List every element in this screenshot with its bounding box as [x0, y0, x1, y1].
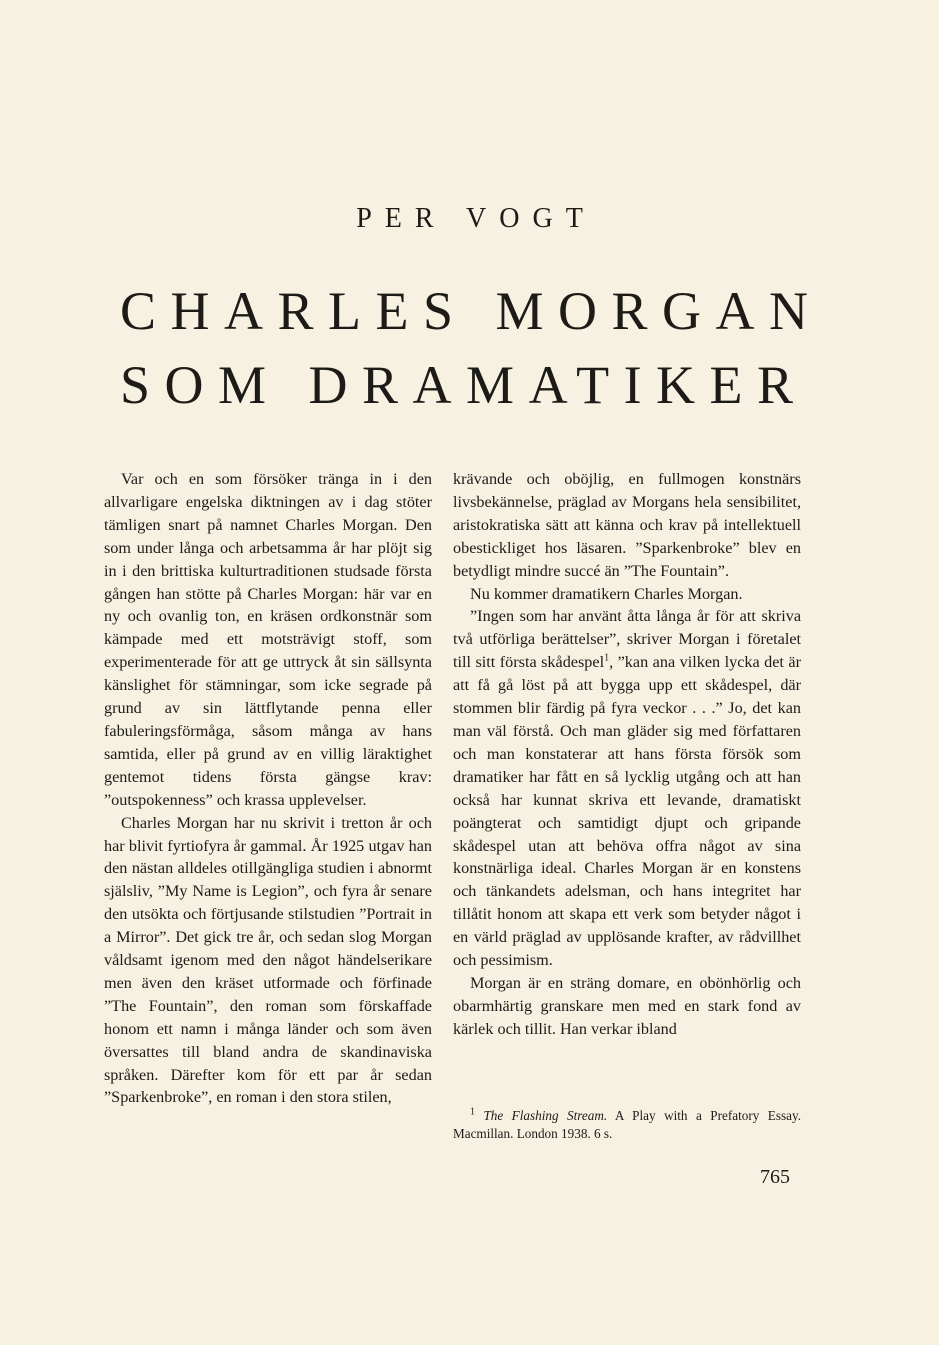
- article-title-line-2: SOM DRAMATIKER: [120, 355, 808, 415]
- footnote-work-title: The Flashing Stream.: [483, 1108, 608, 1123]
- paragraph: Morgan är en sträng domare, en obönhörlig och obarmhärtig granskare men med en stark fond av kärlek och tillit. Han verkar ibland: [453, 973, 801, 1038]
- paragraph: Charles Morgan har nu skrivit i tretton år och har blivit fyrtiofyra år gammal. År 1925 utgav han den nästan alldeles otillgängliga studien i abnormt själsliv, ”My Name is Legion”, och fyra år senare den utsökta och förtjusande stilstudien ”Portrait in a Mirror”. Det gick tre år, och sedan slog Morgan våldsamt igenom med den något händelserikare men även den kräset utformade och förfinade ”The Fountain”, den roman som förskaffade honom ett namn i många länder och som även översattes till bland andra de skandinaviska språken. Därefter kom för ett par år sedan ”Sparkenbroke”, en roman i den stora stilen,: [104, 813, 432, 1107]
- page-number: 765: [760, 1166, 790, 1188]
- right-column: [453, 468, 801, 1041]
- paragraph-text: ”Ingen som har använt åtta långa år för att skriva två utförliga berättelser”, skriver Morgan i företalet till sitt första skådespel: [453, 607, 801, 672]
- footnote-text: A Play with a Prefatory Essay. Macmillan. London 1938. 6 s.: [453, 1108, 801, 1141]
- paragraph: Var och en som försöker tränga in i den allvarligare engelska diktningen av i dag stöter tämligen snart på namnet Charles Morgan. Den som under långa och arbetsamma år har plöjt sig in i den brittiska kulturtraditionen studsade första gången han stötte på Charles Morgan: här var en ny och ovanlig ton, en kräsen ordkonstnär som kämpade med ett motsträvigt stoff, som experimenterade för att ge uttryck åt sin sällsynta känslighet för stämningar, som icke segrade på grund av sin lättflytande penna eller fabuleringsförmåga, såsom många av hans samtida, eller på grund av en villig läraktighet gentemot tidens första gängse krav: ”outspokenness” och krassa upplevelser.: [104, 470, 432, 809]
- paragraph-text: , ”kan ana vilken lycka det är att få gå löst på att bygga upp ett skådespel, där stommen blir färdig på fyra veckor . . .” Jo, det kan man väl förstå. Och man gläder sig med författaren och man konstaterar att hans första försök som dramatiker har fått en så lycklig utgång och att han också har kunnat skriva ett levande, dramatiskt poängterat och samtidigt djupt och gripande skådespel utan att behöva offra något av sina konstnärliga ideal. Charles Morgan är en konstens och tänkandets adelsman, och hans integritet har tillåtit honom att skapa ett verk som betyder något i en värld präglad av upplösande krafter, av rådvillhet och pessimism.: [453, 653, 802, 970]
- paragraph: [453, 605, 801, 972]
- footnote: [453, 1107, 801, 1143]
- footnote-mark: 1: [470, 1106, 475, 1118]
- footnote-reference: 1: [604, 652, 610, 664]
- left-column: [104, 468, 432, 1109]
- article-title-line-1: CHARLES MORGAN: [120, 281, 823, 341]
- paragraph: krävande och oböjlig, en fullmogen konstnärs livsbekännelse, präglad av Morgans hela sensibilitet, aristokratiska sätt att känna och krav på intellektuell obestickliget hos läsaren. ”Sparkenbroke” blev en betydligt mindre succé än ”The Fountain”.: [453, 470, 801, 580]
- paragraph: Nu kommer dramatikern Charles Morgan.: [470, 584, 743, 603]
- author-name: PER VOGT: [356, 203, 596, 234]
